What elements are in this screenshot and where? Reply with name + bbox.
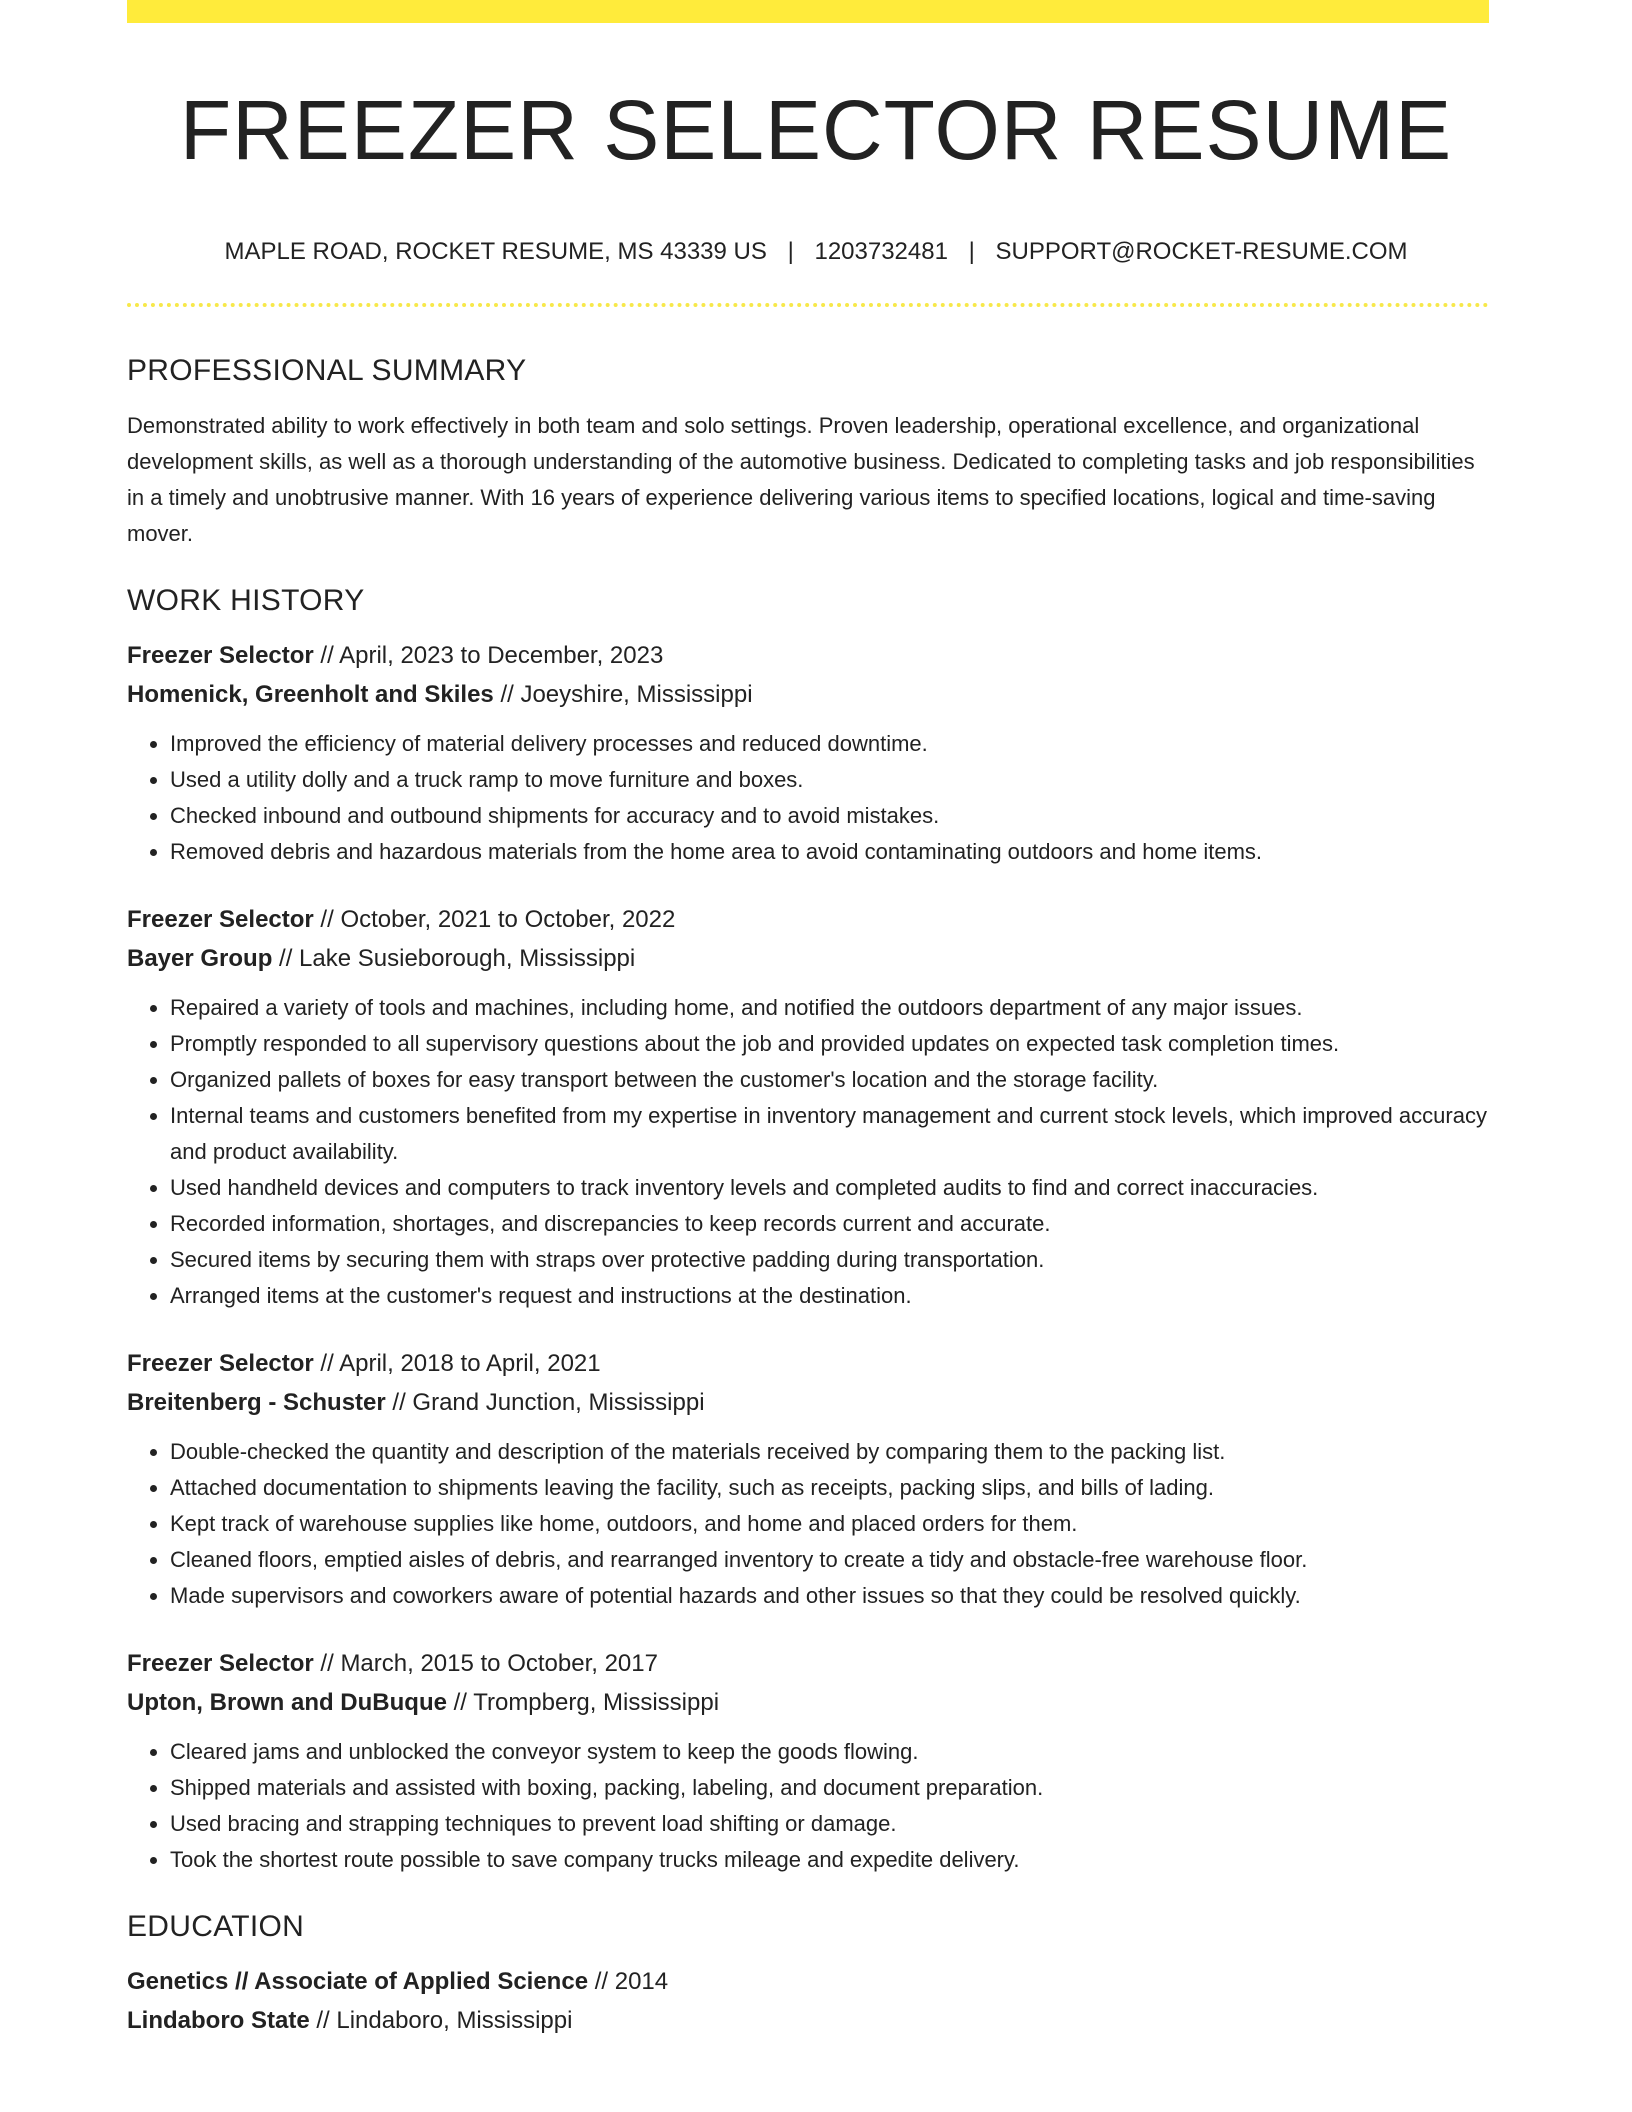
job-title-line <box>127 636 1489 675</box>
job-entry <box>127 636 1489 870</box>
education-location: // Lindaboro, Mississippi <box>309 2007 573 2034</box>
summary-heading: PROFESSIONAL SUMMARY <box>127 354 527 387</box>
education-year: // 2014 <box>588 1968 669 1995</box>
education-degree: Genetics // Associate of Applied Science <box>127 1968 589 1995</box>
job-entry <box>127 900 1489 1314</box>
job-dates: // October, 2021 to October, 2022 <box>313 906 676 933</box>
work-history-heading: WORK HISTORY <box>127 584 365 617</box>
education-degree-line <box>127 1962 1489 2001</box>
work-history-section <box>127 580 1489 1878</box>
resume-title: FREEZER SELECTOR RESUME <box>179 83 1453 177</box>
accent-top-bar <box>127 0 1489 23</box>
job-title: Freezer Selector <box>127 1350 314 1377</box>
job-bullet: • Checked inbound and outbound shipments for accuracy and to avoid mistakes. <box>170 798 1489 834</box>
education-school: Lindaboro State <box>127 2007 310 2034</box>
job-title: Freezer Selector <box>127 906 314 933</box>
job-company: Bayer Group <box>127 945 273 972</box>
contact-email: SUPPORT@ROCKET-RESUME.COM <box>995 238 1408 265</box>
job-bullet: • Organized pallets of boxes for easy transport between the customer's location and the storage facility. <box>170 1062 1489 1098</box>
job-location: // Grand Junction, Mississippi <box>385 1389 705 1416</box>
job-bullet: • Repaired a variety of tools and machines, including home, and notified the outdoors department of any major issues. <box>170 990 1489 1026</box>
job-location: // Joeyshire, Mississippi <box>493 681 753 708</box>
job-bullet: • Double-checked the quantity and description of the materials received by comparing them to the packing list. <box>170 1434 1489 1470</box>
job-entry <box>127 1644 1489 1878</box>
job-title-line <box>127 1344 1489 1383</box>
job-bullet: • Cleaned floors, emptied aisles of debris, and rearranged inventory to create a tidy and obstacle-free warehouse floor. <box>170 1542 1489 1578</box>
contact-line <box>0 236 1632 268</box>
job-title: Freezer Selector <box>127 642 314 669</box>
job-bullet: • Cleared jams and unblocked the conveyor system to keep the goods flowing. <box>170 1734 1489 1770</box>
education-section <box>127 1906 1489 2040</box>
summary-text: Demonstrated ability to work effectively in both team and solo settings. Proven leadership, operational excellence, and organizational development skills, as well as a thorough understanding of the automotive business. Dedicated to completing tasks and job responsibilities in a timely and unobtrusive manner. With 16 years of experience delivering various items to specified locations, logical and time-saving mover. <box>127 413 1475 546</box>
job-bullets <box>127 726 1489 870</box>
job-title-line <box>127 1644 1489 1683</box>
contact-address: MAPLE ROAD, ROCKET RESUME, MS 43339 US <box>224 238 767 265</box>
job-bullet: • Used a utility dolly and a truck ramp to move furniture and boxes. <box>170 762 1489 798</box>
job-bullet: • Removed debris and hazardous materials from the home area to avoid contaminating outdoors and home items. <box>170 834 1489 870</box>
job-dates: // March, 2015 to October, 2017 <box>313 1650 658 1677</box>
job-bullet: • Arranged items at the customer's request and instructions at the destination. <box>170 1278 1489 1314</box>
job-bullet: • Took the shortest route possible to save company trucks mileage and expedite delivery. <box>170 1842 1489 1878</box>
job-bullet: • Used handheld devices and computers to track inventory levels and completed audits to find and correct inaccuracies. <box>170 1170 1489 1206</box>
job-bullet: • Promptly responded to all supervisory questions about the job and provided updates on expected task completion times. <box>170 1026 1489 1062</box>
job-bullet: • Secured items by securing them with straps over protective padding during transportation. <box>170 1242 1489 1278</box>
job-bullet: • Used bracing and strapping techniques to prevent load shifting or damage. <box>170 1806 1489 1842</box>
contact-separator: | <box>968 238 975 265</box>
education-heading: EDUCATION <box>127 1910 305 1943</box>
dotted-divider <box>127 303 1489 307</box>
job-bullets <box>127 1734 1489 1878</box>
job-company-line <box>127 1683 1489 1722</box>
contact-phone: 1203732481 <box>814 238 948 265</box>
job-company-line <box>127 675 1489 714</box>
resume-content <box>127 350 1489 2040</box>
contact-separator: | <box>787 238 794 265</box>
job-company: Upton, Brown and DuBuque <box>127 1689 447 1716</box>
summary-section <box>127 350 1489 552</box>
job-bullet: • Internal teams and customers benefited from my expertise in inventory management and current stock levels, which improved accuracy and product availability. <box>170 1098 1489 1170</box>
job-bullet: • Made supervisors and coworkers aware of potential hazards and other issues so that they could be resolved quickly. <box>170 1578 1489 1614</box>
education-entry <box>127 1962 1489 2040</box>
job-bullet: • Improved the efficiency of material delivery processes and reduced downtime. <box>170 726 1489 762</box>
job-bullet: • Shipped materials and assisted with boxing, packing, labeling, and document preparation. <box>170 1770 1489 1806</box>
job-dates: // April, 2023 to December, 2023 <box>313 642 664 669</box>
job-dates: // April, 2018 to April, 2021 <box>313 1350 601 1377</box>
job-bullet: • Attached documentation to shipments leaving the facility, such as receipts, packing slips, and bills of lading. <box>170 1470 1489 1506</box>
job-location: // Trompberg, Mississippi <box>446 1689 720 1716</box>
job-bullets <box>127 1434 1489 1614</box>
job-entry <box>127 1344 1489 1614</box>
job-company-line <box>127 939 1489 978</box>
job-title-line <box>127 900 1489 939</box>
job-company: Homenick, Greenholt and Skiles <box>127 681 494 708</box>
job-bullets <box>127 990 1489 1314</box>
job-title: Freezer Selector <box>127 1650 314 1677</box>
job-location: // Lake Susieborough, Mississippi <box>272 945 636 972</box>
job-company-line <box>127 1383 1489 1422</box>
job-bullet: • Recorded information, shortages, and discrepancies to keep records current and accurate. <box>170 1206 1489 1242</box>
education-school-line <box>127 2001 1489 2040</box>
job-bullet: • Kept track of warehouse supplies like home, outdoors, and home and placed orders for them. <box>170 1506 1489 1542</box>
job-company: Breitenberg - Schuster <box>127 1389 386 1416</box>
